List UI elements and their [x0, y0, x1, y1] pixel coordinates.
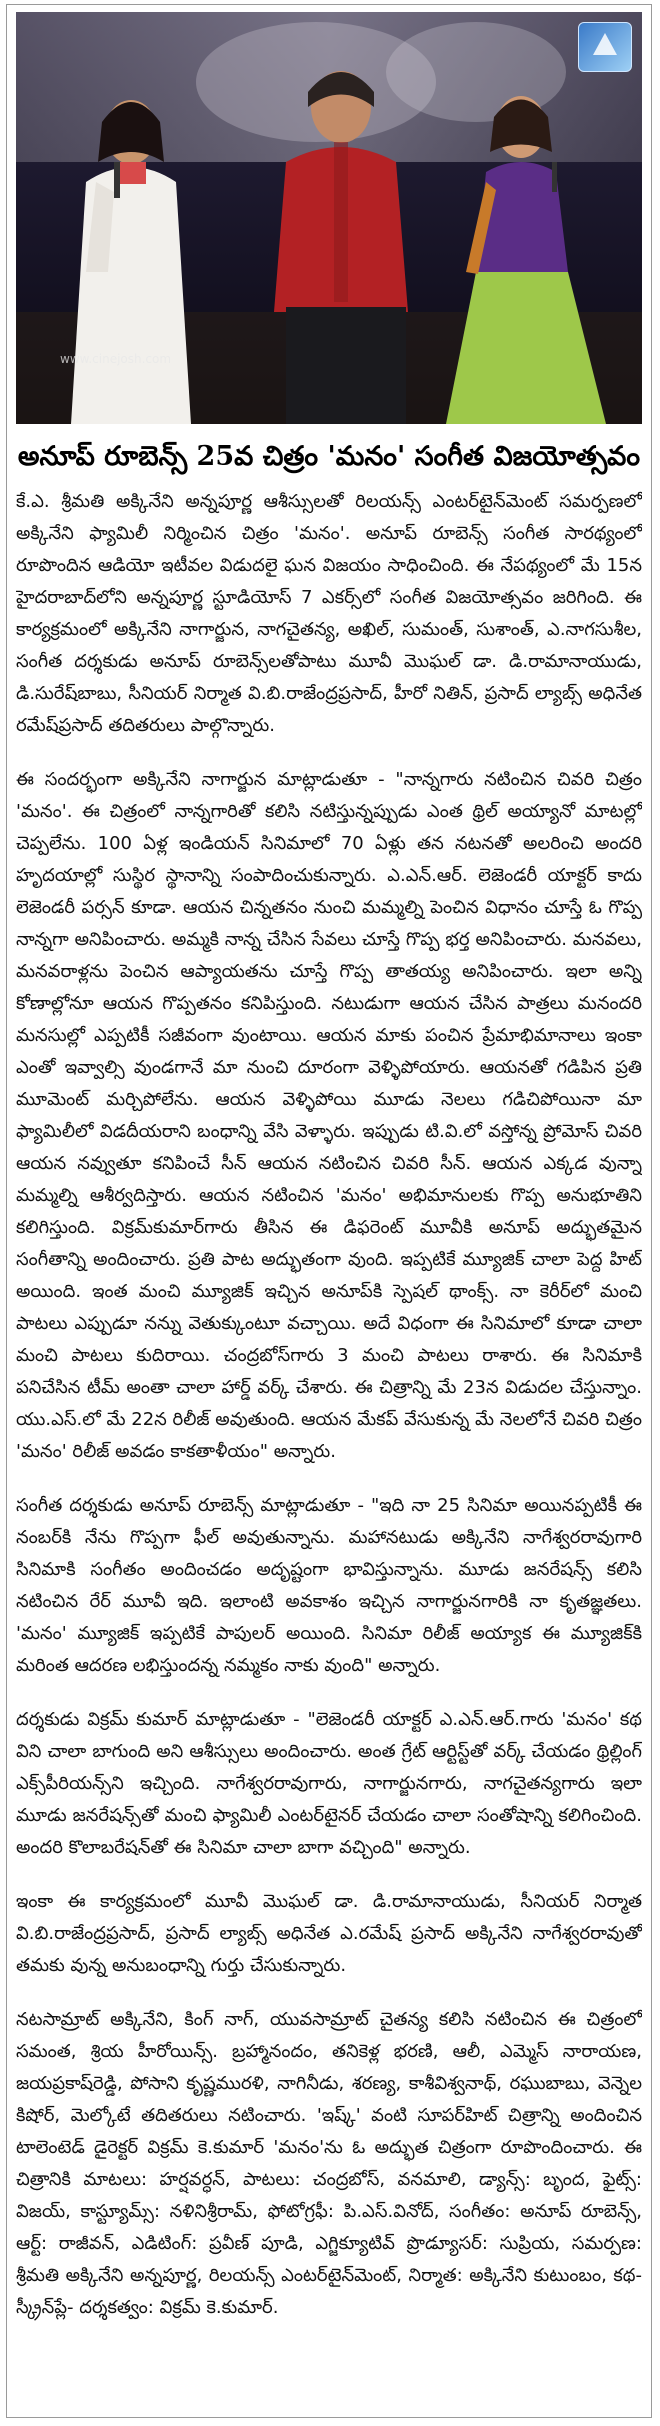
- article-paragraph-3: సంగీత దర్శకుడు అనూప్ రూబెన్స్ మాట్లాడుతూ - "ఇది నా 25 సినిమా అయినప్పటికీ ఈ నంబర్‌కి నేను గొప్పగా ఫీల్ అవుతున్నాను. మహానటుడు అక్కినేని నాగేశ్వరరావుగారి సినిమాకి సంగీతం అందించడం అదృష్టంగా భావిస్తున్నాను. మూడు జనరేషన్స్ కలిసి నటించిన రేర్ మూవీ ఇది. ఇలాంటి అవకాశం ఇచ్చిన నాగార్జునగారికి నా కృతజ్ఞతలు. 'మనం' మ్యూజిక్ ఇప్పటికే పాపులర్ అయింది. సినిమా రిలీజ్ అయ్యాక ఈ మ్యూజిక్‌కి మరింత ఆదరణ లభిస్తుందన్న నమ్మకం నాకు వుంది" అన్నారు.: [16, 1495, 642, 1676]
- event-photo: [16, 12, 642, 424]
- article-headline: అనూప్ రూబెన్స్ 25వ చిత్రం 'మనం' సంగీత విజయోత్సవం: [17, 441, 641, 472]
- cinejosh-logo-icon: [578, 22, 632, 72]
- article-body: [16, 486, 642, 2406]
- article-paragraph-6: నటసామ్రాట్ అక్కినేని, కింగ్ నాగ్, యువసామ్రాట్ చైతన్య కలిసి నటించిన ఈ చిత్రంలో సమంత, శ్రియ హీరోయిన్స్. బ్రహ్మానందం, తనికెళ్ల భరణి, ఆలీ, ఎమ్మెస్ నారాయణ, జయప్రకాష్‌రెడ్డి, పోసాని కృష్ణమురళి, నాగినీడు, శరణ్య, కాశీవిశ్వనాథ్, రఘుబాబు, వెన్నెల కిషోర్, మెల్కోటే తదితరులు నటించారు. 'ఇష్క్' వంటి సూపర్‌హిట్ చిత్రాన్ని అందించిన టాలెంటెడ్ డైరెక్టర్ విక్రమ్ కె.కుమార్ 'మనం'ను ఓ అద్భుత చిత్రంగా రూపొందించారు. ఈ చిత్రానికి మాటలు: హర్షవర్ధన్, పాటలు: చంద్రబోస్, వనమాలి, డ్యాన్స్: బృంద, ఫైట్స్: విజయ్, కాస్ట్యూమ్స్: నళినిశ్రీరామ్, ఫోటోగ్రఫీ: పి.ఎస్.వినోద్, సంగీతం: అనూప్ రూబెన్స్, ఆర్ట్: రాజీవన్, ఎడిటింగ్: ప్రవీణ్ పూడి, ఎగ్జిక్యూటివ్ ప్రొడ్యూసర్: సుప్రియ, సమర్పణ: శ్రీమతి అక్కినేని అన్నపూర్ణ, రిలయన్స్ ఎంటర్‌టైన్‌మెంట్, నిర్మాత: అక్కినేని కుటుంబం, కథ-స్క్రీన్‌ప్లే- దర్శకత్వం: విక్రమ్ కె.కుమార్.: [16, 2009, 642, 2318]
- photo-watermark: www.cinejosh.com: [60, 352, 172, 366]
- article-paragraph-4: దర్శకుడు విక్రమ్ కుమార్ మాట్లాడుతూ - "లెజెండరీ యాక్టర్ ఎ.ఎన్.ఆర్.గారు 'మనం' కథ విని చాలా బాగుంది అని ఆశీస్సులు అందించారు. అంత గ్రేట్ ఆర్టిస్ట్‌తో వర్క్ చేయడం థ్రిల్లింగ్ ఎక్స్‌పీరియన్స్‌ని ఇచ్చింది. నాగేశ్వరరావుగారు, నాగార్జునగారు, నాగచైతన్యగారు ఇలా మూడు జనరేషన్స్‌తో మంచి ఫ్యామిలీ ఎంటర్‌టైనర్ చేయడం చాలా సంతోషాన్ని కలిగించింది. అందరి కొలాబరేషన్‌తో ఈ సినిమా చాలా బాగా వచ్చింది" అన్నారు.: [16, 1709, 642, 1858]
- article-paragraph-2: ఈ సందర్భంగా అక్కినేని నాగార్జున మాట్లాడుతూ - "నాన్నగారు నటించిన చివరి చిత్రం 'మనం'. ఈ చిత్రంలో నాన్నగారితో కలిసి నటిస్తున్నప్పుడు ఎంత థ్రిల్ అయ్యానో మాటల్లో చెప్పలేను. 100 ఏళ్ల ఇండియన్ సినిమాలో 70 ఏళ్లు తన నటనతో అలరించి అందరి హృదయాల్లో సుస్థిర స్థానాన్ని సంపాదించుకున్నారు. ఎ.ఎన్.ఆర్. లెజెండరీ యాక్టర్ కాదు లెజెండరీ పర్సన్ కూడా. ఆయన చిన్నతనం నుంచి మమ్మల్ని పెంచిన విధానం చూస్తే ఓ గొప్ప నాన్నగా అనిపించారు. అమ్మకి నాన్న చేసిన సేవలు చూస్తే గొప్ప భర్త అనిపించారు. మనవలు, మనవరాళ్లను పెంచిన ఆప్యాయతను చూస్తే గొప్ప తాతయ్య అనిపించారు. ఇలా అన్ని కోణాల్లోనూ ఆయన గొప్పతనం కనిపిస్తుంది. నటుడుగా ఆయన చేసిన పాత్రలు మనందరి మనసుల్లో ఎప్పటికీ సజీవంగా వుంటాయి. ఆయన మాకు పంచిన ప్రేమాభిమానాలు ఇంకా ఎంతో ఇవ్వాల్సి వుండగానే మా నుంచి దూరంగా వెళ్ళిపోయారు. ఆయనతో గడిపిన ప్రతి మూమెంట్ మర్చిపోలేను. ఆయన వెళ్ళిపోయి మూడు నెలలు గడిచిపోయినా మా ఫ్యామిలీలో విడదీయరాని బంధాన్ని వేసి వెళ్ళారు. ఇప్పుడు టి.వి.లో వస్తోన్న ప్రోమోస్ చివరి ఆయన నవ్వుతూ కనిపించే సీన్ ఆయన నటించిన చివరి సీన్. ఆయన ఎక్కడ వున్నా మమ్మల్ని ఆశీర్వదిస్తారు. ఆయన నటించిన 'మనం' అభిమానులకు గొప్ప అనుభూతిని కలిగిస్తుంది. విక్రమ్‌కుమార్‌గారు తీసిన ఈ డిఫరెంట్ మూవీకి అనూప్ అద్భుతమైన సంగీతాన్ని అందించారు. ప్రతి పాట అద్భుతంగా వుంది. ఇప్పటికే మ్యూజిక్ చాలా పెద్ద హిట్ అయింది. ఇంత మంచి మ్యూజిక్ ఇచ్చిన అనూప్‌కి స్పెషల్ థాంక్స్. నా కెరీర్‌లో మంచి పాటలు ఎప్పుడూ నన్ను వెతుక్కుంటూ వచ్చాయి. అదే విధంగా ఈ సినిమాలో కూడా చాలా మంచి పాటలు కుదిరాయి. చంద్రబోస్‌గారు 3 మంచి పాటలు రాశారు. ఈ సినిమాకి పనిచేసిన టీమ్ అంతా చాలా హార్డ్ వర్క్ చేశారు. ఈ చిత్రాన్ని మే 23న విడుదల చేస్తున్నాం. యు.ఎస్.లో మే 22న రిలీజ్ అవుతుంది. ఆయన మేకప్ వేసుకున్న మే నెలలోనే చివరి చిత్రం 'మనం' రిలీజ్ అవడం కాకతాళీయం" అన్నారు.: [16, 769, 642, 1462]
- article-paragraph-5: ఇంకా ఈ కార్యక్రమంలో మూవీ మొఘల్ డా. డి.రామానాయుడు, సీనియర్ నిర్మాత వి.బి.రాజేంద్రప్రసాద్, ప్రసాద్ ల్యాబ్స్ అధినేత ఎ.రమేష్ ప్రసాద్ అక్కినేని నాగేశ్వరరావుతో తమకు వున్న అనుబంధాన్ని గుర్తు చేసుకున్నారు.: [16, 1891, 642, 1976]
- article-paragraph-1: కే.ఎ. శ్రీమతి అక్కినేని అన్నపూర్ణ ఆశీస్సులతో రిలయన్స్ ఎంటర్‌టైన్‌మెంట్ సమర్పణలో అక్కినేని ఫ్యామిలీ నిర్మించిన చిత్రం 'మనం'. అనూప్ రూబెన్స్ సంగీత సారథ్యంలో రూపొందిన ఆడియో ఇటీవల విడుదలై ఘన విజయం సాధించింది. ఈ నేపథ్యంలో మే 15న హైదరాబాద్‌లోని అన్నపూర్ణ స్టూడియోస్ 7 ఎకర్స్‌లో సంగీత విజయోత్సవం జరిగింది. ఈ కార్యక్రమంలో అక్కినేని నాగార్జున, నాగచైతన్య, అఖిల్, సుమంత్, సుశాంత్, ఎ.నాగసుశీల, సంగీత దర్శకుడు అనూప్ రూబెన్స్‌లతోపాటు మూవీ మొఘల్ డా. డి.రామానాయుడు, డి.సురేష్‌బాబు, సీనియర్ నిర్మాత వి.బి.రాజేంద్రప్రసాద్, హీరో నితిన్, ప్రసాద్ ల్యాబ్స్ అధినేత రమేష్‌ప్రసాద్ తదితరులు పాల్గొన్నారు.: [16, 491, 642, 736]
